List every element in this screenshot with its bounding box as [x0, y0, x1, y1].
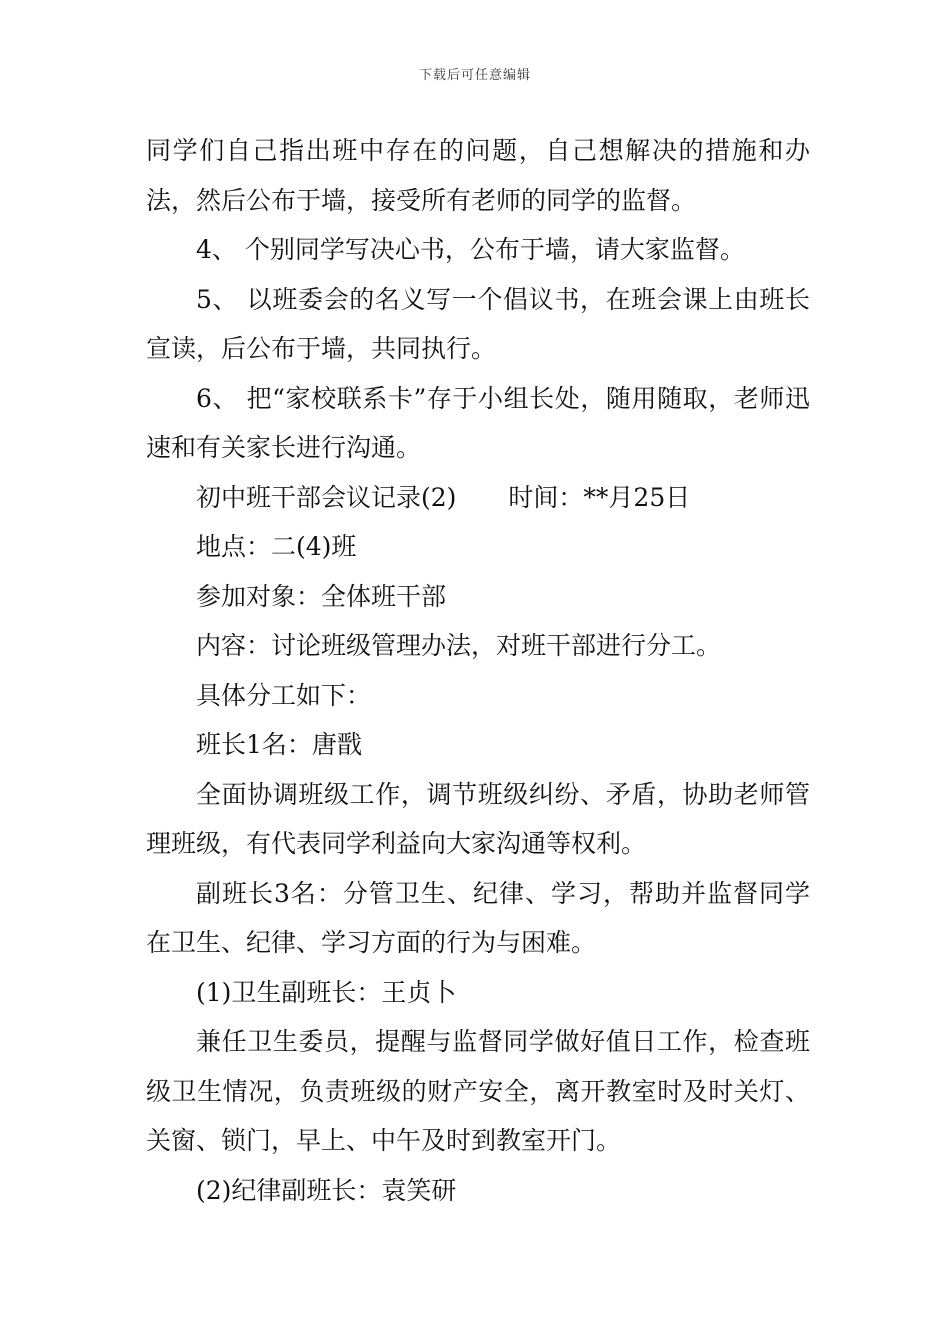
discipline-vice-monitor: (2)纪律副班长：袁笑研: [196, 1175, 457, 1205]
monitor-line: 班长1名：唐戬: [196, 730, 362, 759]
monitor-duties: 全面协调班级工作，调节班级纠纷、矛盾，协助老师管理班级，有代表同学利益向大家沟通等权利。: [146, 779, 810, 858]
page-header: 下载后可任意编辑: [418, 68, 531, 83]
division-heading: 具体分工如下：: [196, 680, 372, 710]
paragraph-1: 同学们自己指出班中存在的问题，自己想解决的措施和办法，然后公布于墙，接受所有老师的同学的监督。: [146, 136, 810, 215]
document-body: [146, 126, 810, 1215]
hygiene-duties: 兼任卫生委员，提醒与监督同学做好值日工作，检查班级卫生情况，负责班级的财产安全，离开教室时及时关灯、关窗、锁门，早上、中午及时到教室开门。: [146, 1027, 810, 1155]
meeting-time: 时间：**月25日: [508, 482, 691, 512]
meeting-attendees: 参加对象：全体班干部: [196, 581, 447, 611]
paragraph-item-4: 4、 个别同学写决心书，公布于墙，请大家监督。: [196, 235, 745, 264]
meeting-title-line: [146, 473, 810, 523]
hygiene-vice-monitor: (1)卫生副班长：王贞卜: [196, 977, 457, 1007]
paragraph-item-5: 5、 以班委会的名义写一个倡议书，在班会课上由班长宣读，后公布于墙，共同执行。: [146, 284, 810, 363]
vice-monitor-line: 副班长3名：分管卫生、纪律、学习，帮助并监督同学在卫生、纪律、学习方面的行为与困难。: [146, 878, 810, 957]
meeting-content: 内容：讨论班级管理办法，对班干部进行分工。: [196, 631, 722, 660]
meeting-title: 初中班干部会议记录(2): [196, 482, 457, 512]
meeting-location: 地点：二(4)班: [196, 532, 357, 561]
paragraph-item-6: 6、 把“家校联系卡”存于小组长处，随用随取，老师迅速和有关家长进行沟通。: [146, 383, 810, 462]
